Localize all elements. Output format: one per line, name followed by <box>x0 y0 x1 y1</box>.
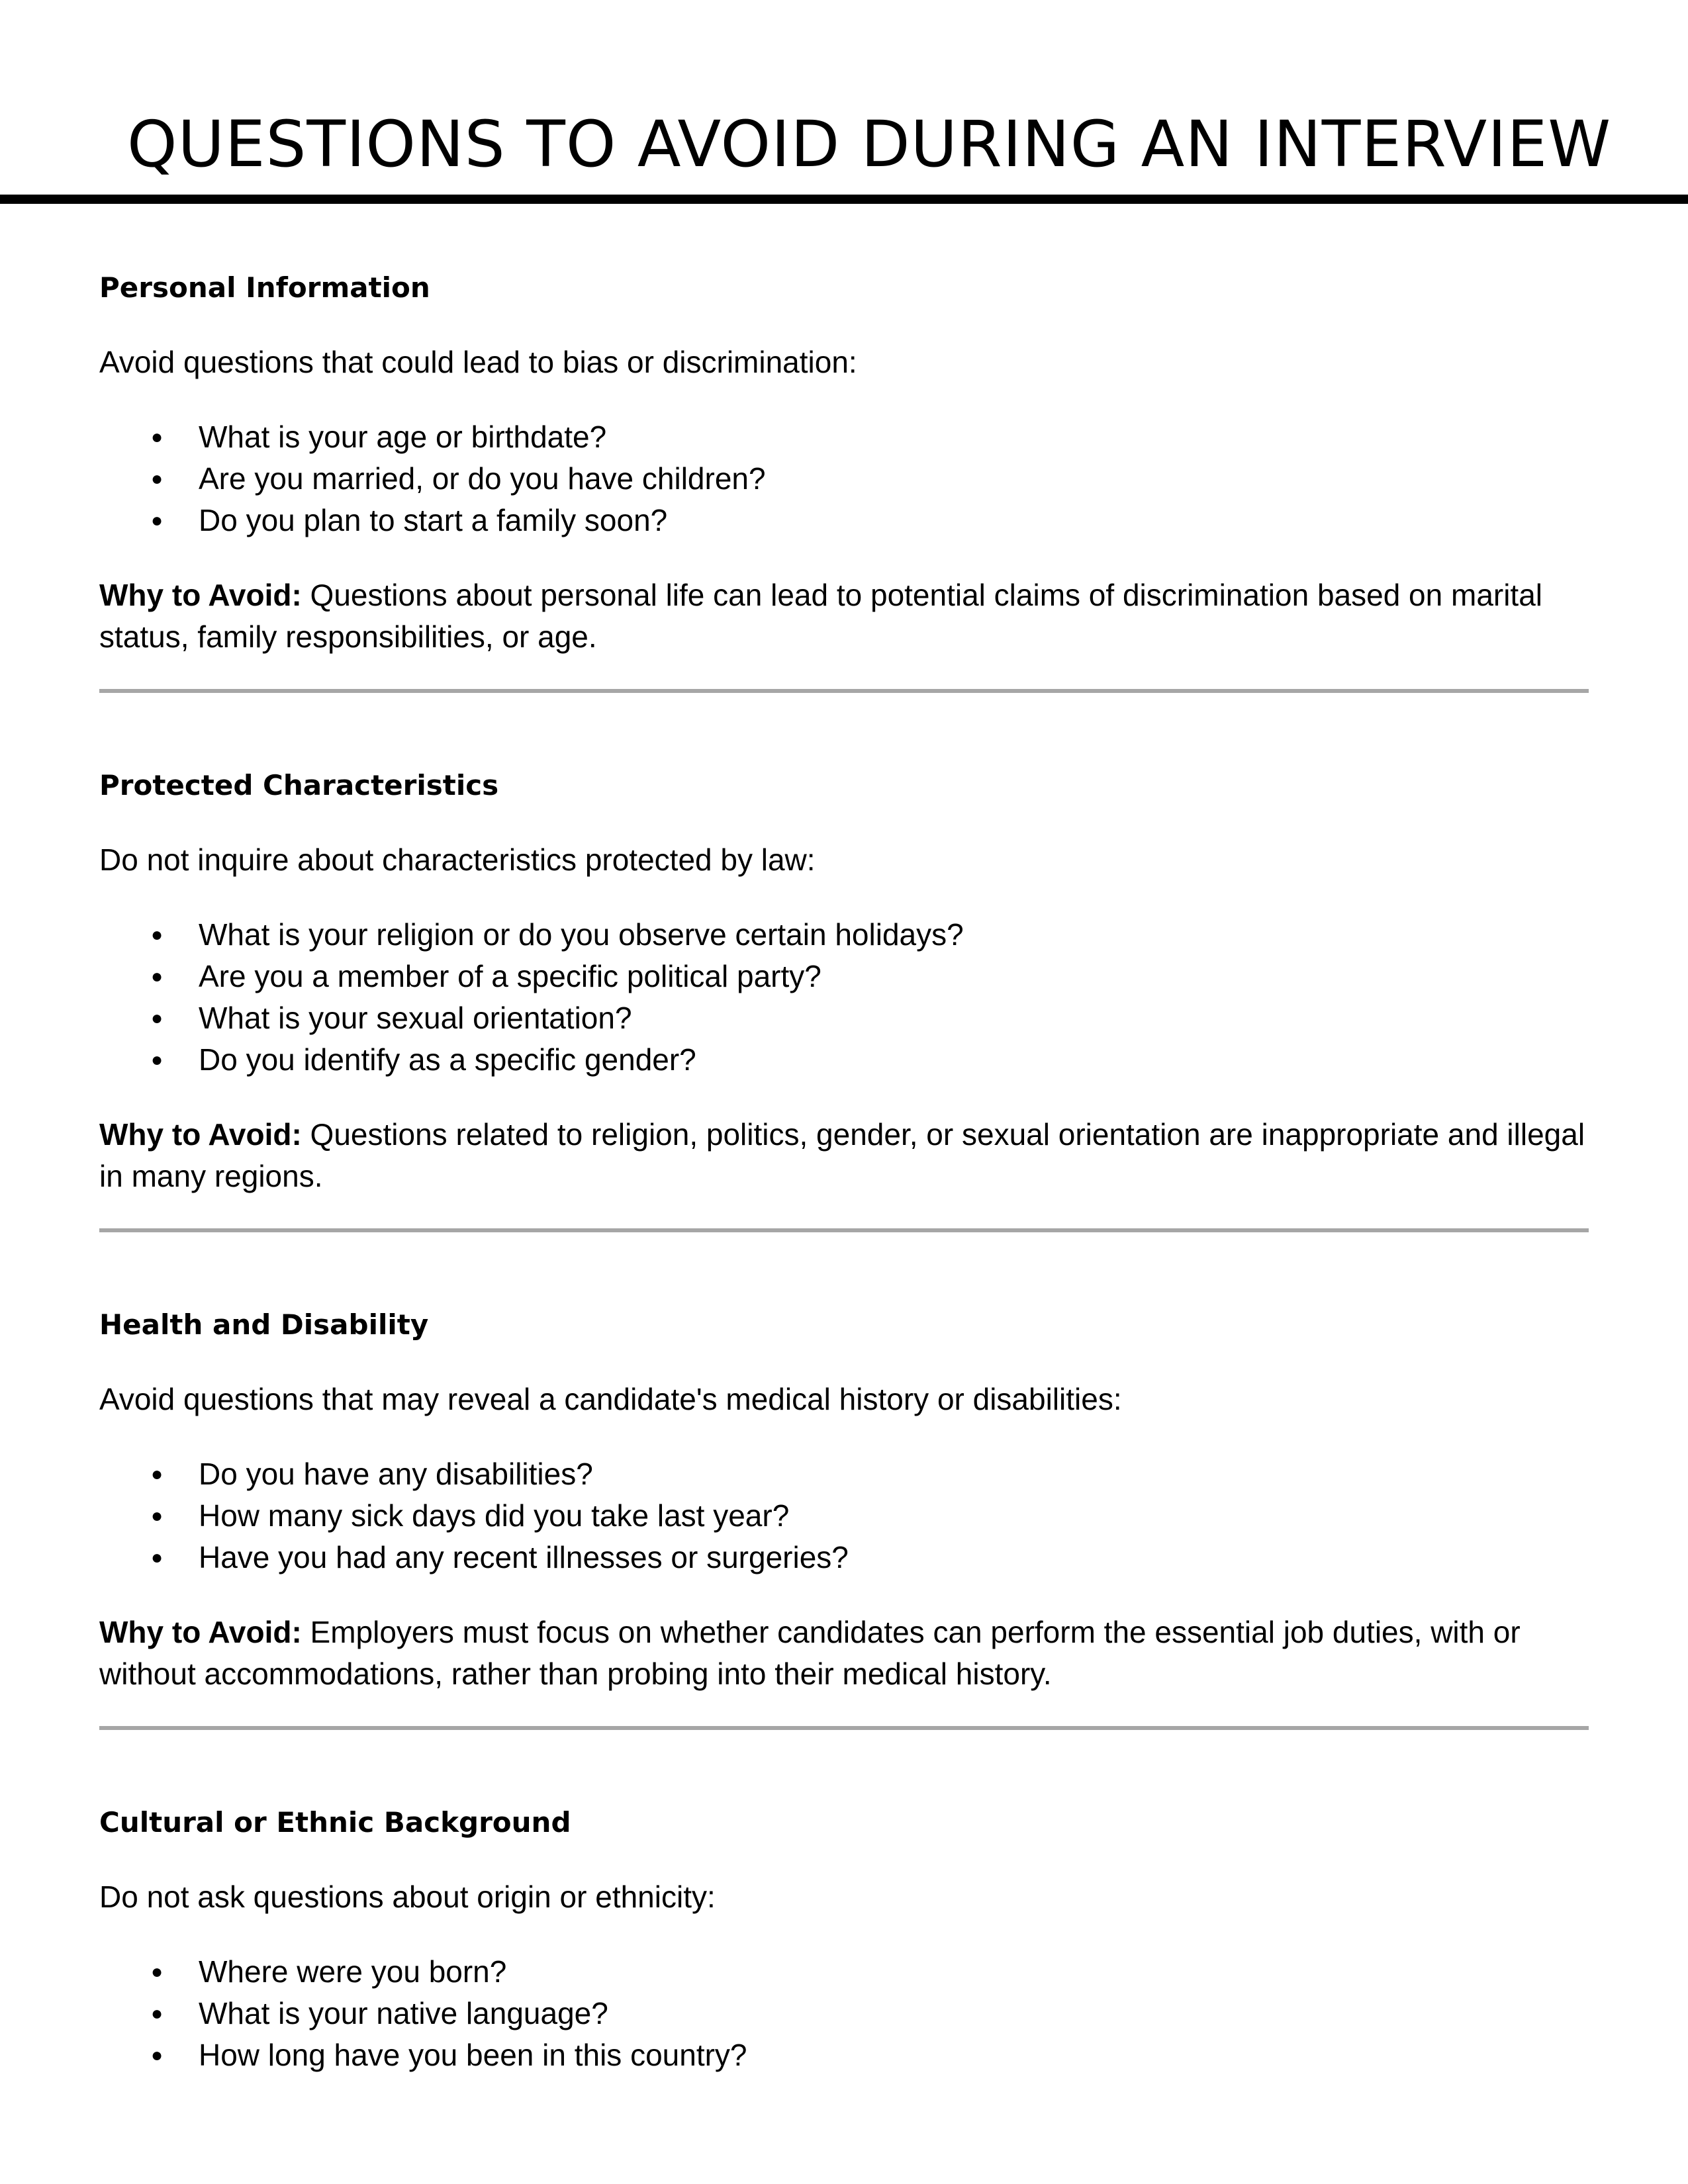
question-text: Do you have any disabilities? <box>199 1457 593 1491</box>
question-text: How many sick days did you take last year? <box>199 1498 790 1533</box>
section-protected-characteristics <box>99 765 1589 1197</box>
bullet-icon: ● <box>151 1505 164 1527</box>
list-item <box>99 1495 1589 1537</box>
bullet-icon: ● <box>151 1007 164 1029</box>
why-text: Employers must focus on whether candidates can perform the essential job duties, with or without accommodations, rather than probing into their medical history. <box>99 1615 1521 1691</box>
why-text: Questions about personal life can lead to potential claims of discrimination based on marital status, family responsibilities, or age. <box>99 578 1543 654</box>
bullet-icon: ● <box>151 510 164 531</box>
why-label: Why to Avoid: <box>99 1615 302 1649</box>
list-item <box>99 1537 1589 1578</box>
section-personal-information <box>99 267 1589 658</box>
section-health-and-disability <box>99 1304 1589 1695</box>
list-item <box>99 997 1589 1039</box>
question-text: Have you had any recent illnesses or surgeries? <box>199 1540 849 1574</box>
question-text: What is your age or birthdate? <box>199 420 607 454</box>
why-label: Why to Avoid: <box>99 578 302 612</box>
question-list <box>99 416 1589 541</box>
section-divider <box>99 1726 1589 1730</box>
bullet-icon: ● <box>151 1547 164 1569</box>
bullet-icon: ● <box>151 924 164 946</box>
list-item <box>99 1951 1589 1993</box>
question-list <box>99 1951 1589 2076</box>
list-item <box>99 1993 1589 2034</box>
section-divider <box>99 689 1589 693</box>
question-text: Are you a member of a specific political party? <box>199 959 821 993</box>
question-text: What is your religion or do you observe certain holidays? <box>199 917 964 952</box>
section-heading: Personal Information <box>99 271 430 304</box>
list-item <box>99 1039 1589 1081</box>
list-item <box>99 416 1589 458</box>
question-text: What is your sexual orientation? <box>199 1001 632 1035</box>
bullet-icon: ● <box>151 966 164 987</box>
section-heading: Health and Disability <box>99 1308 429 1341</box>
section-intro: Avoid questions that could lead to bias or discrimination: <box>99 345 857 379</box>
why-text: Questions related to religion, politics, gender, or sexual orientation are inappropriate and illegal in many regions. <box>99 1117 1585 1193</box>
bullet-icon: ● <box>151 1463 164 1485</box>
why-to-avoid <box>99 1612 1589 1695</box>
bullet-icon: ● <box>151 426 164 448</box>
section-heading: Protected Characteristics <box>99 769 499 801</box>
list-item <box>99 956 1589 997</box>
section-intro: Do not ask questions about origin or ethnicity: <box>99 1880 716 1914</box>
why-to-avoid <box>99 574 1589 658</box>
title-rule <box>0 195 1688 204</box>
question-list <box>99 1453 1589 1578</box>
question-list <box>99 914 1589 1081</box>
list-item <box>99 500 1589 541</box>
question-text: How long have you been in this country? <box>199 2038 747 2072</box>
section-divider <box>99 1228 1589 1232</box>
question-text: Do you identify as a specific gender? <box>199 1042 696 1077</box>
section-intro: Do not inquire about characteristics protected by law: <box>99 842 816 877</box>
question-text: Are you married, or do you have children? <box>199 461 766 496</box>
section-intro: Avoid questions that may reveal a candidate's medical history or disabilities: <box>99 1382 1122 1416</box>
list-item <box>99 2034 1589 2076</box>
bullet-icon: ● <box>151 1049 164 1071</box>
page-title: QUESTIONS TO AVOID DURING AN INTERVIEW <box>127 107 1612 181</box>
question-text: Do you plan to start a family soon? <box>199 503 668 537</box>
question-text: Where were you born? <box>199 1954 507 1989</box>
bullet-icon: ● <box>151 2044 164 2066</box>
list-item <box>99 458 1589 500</box>
list-item <box>99 1453 1589 1495</box>
section-heading: Cultural or Ethnic Background <box>99 1806 571 1839</box>
bullet-icon: ● <box>151 468 164 490</box>
section-cultural-or-ethnic-background <box>99 1802 1589 2076</box>
list-item <box>99 914 1589 956</box>
why-label: Why to Avoid: <box>99 1117 302 1152</box>
bullet-icon: ● <box>151 2003 164 2025</box>
why-to-avoid <box>99 1114 1589 1197</box>
bullet-icon: ● <box>151 1961 164 1983</box>
question-text: What is your native language? <box>199 1996 608 2030</box>
